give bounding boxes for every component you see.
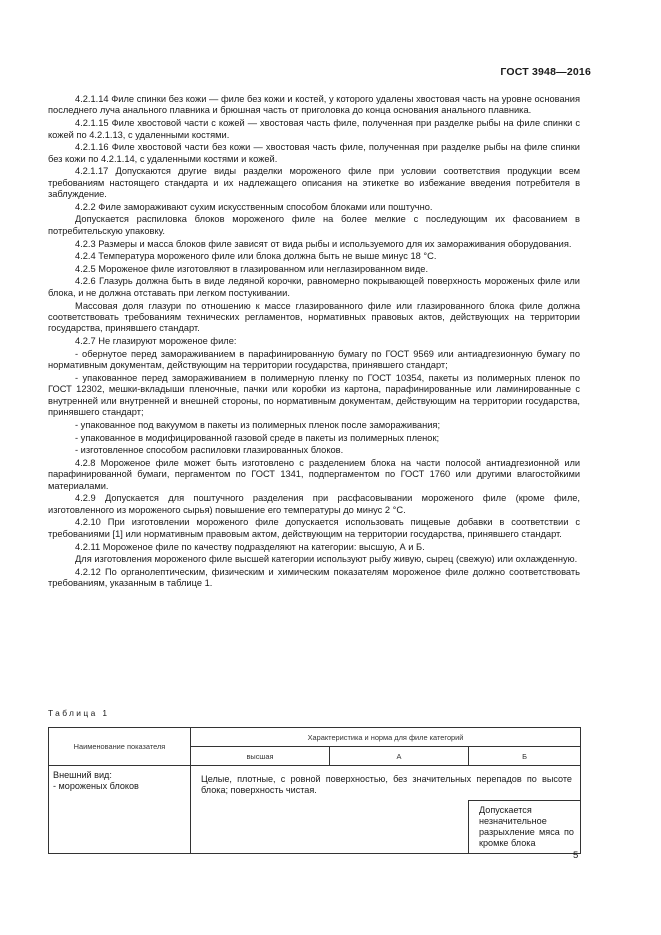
table-cell-empty [191, 801, 469, 854]
table-cell-category-b: Допускается незначительное разрыхление мяса по кромке блока [469, 801, 581, 854]
page-number: 5 [573, 850, 579, 861]
paragraph-4-2-6-note: Массовая доля глазури по отношению к массе глазированного филе или глазированного блока филе должна соответствовать требованиям технических регламентов, нормативных правовых актов, действующих на территории государства, принявшего стандарт. [48, 300, 580, 334]
indicator-sublabel: - мороженых блоков [53, 781, 139, 791]
paragraph-4-2-1-15: 4.2.1.15 Филе хвостовой части с кожей — хвостовая часть филе, полученная при разделке рыбы на филе спинки с кожей по 4.2.1.13, с удаленными костями. [48, 118, 580, 140]
column-header-category-highest: высшая [191, 747, 330, 766]
document-header: ГОСТ 3948—2016 [500, 66, 591, 78]
paragraph-4-2-5: 4.2.5 Мороженое филе изготовляют в глазированном или неглазированном виде. [75, 263, 429, 274]
paragraph-4-2-9: 4.2.9 Допускается для поштучного разделения при расфасовывании мороженого филе (кроме филе, изготовленного из мороженого сырья) повышение его температуры до минус 2 °С. [48, 493, 580, 515]
paragraph-4-2-7: 4.2.7 Не глазируют мороженое филе: [75, 336, 237, 347]
paragraph-4-2-8: 4.2.8 Мороженое филе может быть изготовлено с разделением блока на части полосой антиадгезионной или парафинированной бумаги, пергаментом по ГОСТ 1341, подпергаментом по ГОСТ 1760 или другими влагостойкими материалами. [48, 457, 580, 491]
indicator-label: Внешний вид: [53, 770, 112, 780]
paragraph-4-2-1-17: 4.2.1.17 Допускаются другие виды разделки мороженого филе при условии соответствия продукции всем требованиям настоящего стандарта и их надлежащего описания на этикетке во избежание введения потребителя в заблуждение. [48, 166, 580, 200]
list-item: - обернутое перед замораживанием в парафинированную бумагу по ГОСТ 9569 или антиадгезионную бумагу по нормативным документам, действующим на территории государства, принявшего стандарт; [48, 348, 580, 371]
column-group-header: Характеристика и норма для филе категорий [191, 728, 581, 747]
quality-table [48, 727, 581, 854]
paragraph-4-2-12: 4.2.12 По органолептическим, физическим и химическим показателям мороженое филе должно соответствовать требованиям, указанным в таблице 1. [48, 566, 580, 589]
list-item: - упакованное в модифицированной газовой среде в пакеты из полимерных пленок; [75, 432, 440, 443]
paragraph-4-2-11-note: Для изготовления мороженого филе высшей категории используют рыбу живую, сырец (свежую) или охлажденную. [75, 554, 578, 565]
table-cell-merged: Целые, плотные, с ровной поверхностью, без значительных перепадов по высоте блока; поверхность чистая. [191, 766, 581, 801]
list-item: - упакованное под вакуумом в пакеты из полимерных пленок после замораживания; [75, 419, 441, 430]
list-item: - упакованное перед замораживанием в полимерную пленку по ГОСТ 10354, пакеты из полимерных пленок по ГОСТ 12302, мешки-вкладыши пленочные, пачки или коробки из картона, парафинированные или ламинированные с внутренней или внутренней и внешней стороны, по нормативным документам, действующим на территории государства, принявшего стандарт; [48, 372, 580, 418]
list-item: - изготовленное способом распиловки глазированных блоков. [75, 445, 344, 456]
paragraph-4-2-10: 4.2.10 При изготовлении мороженого филе допускается использовать пищевые добавки в соответствии с требованиями [1] или нормативным правовым актом, действующим на территории государства, принявшего стандарт. [48, 517, 580, 539]
paragraph-4-2-2: 4.2.2 Филе замораживают сухим искусственным способом блоками или поштучно. [75, 201, 433, 212]
paragraph-4-2-6: 4.2.6 Глазурь должна быть в виде ледяной корочки, равномерно покрывающей поверхность мороженых филе или блока, и не должна отставать при легком постукивании. [48, 276, 580, 298]
paragraph-4-2-11: 4.2.11 Мороженое филе по качеству подразделяют на категории: высшую, А и Б. [75, 541, 425, 552]
column-header-indicator: Наименование показателя [49, 728, 191, 766]
table-row-indicator [49, 766, 191, 854]
paragraph-4-2-1-16: 4.2.1.16 Филе хвостовой части без кожи — хвостовая часть филе, полученная при разделке рыбы на филе спинки без кожи по 4.2.1.14, с удаленными костями и кожей. [48, 142, 580, 164]
paragraph-4-2-4: 4.2.4 Температура мороженого филе или блока должна быть не выше минус 18 °С. [75, 251, 437, 262]
paragraph-4-2-3: 4.2.3 Размеры и масса блоков филе зависят от вида рыбы и используемого для их замораживания оборудования. [75, 238, 572, 249]
table-caption: Таблица 1 [48, 708, 110, 718]
column-header-category-a: А [330, 747, 469, 766]
column-header-category-b: Б [469, 747, 581, 766]
paragraph-4-2-1-14: 4.2.1.14 Филе спинки без кожи — филе без кожи и костей, у которого удалены хвостовая часть на уровне основания последнего луча анального плавника и брюшная часть от приголовка до конца основания анального плавника. [48, 94, 580, 116]
paragraph-4-2-2-note: Допускается распиловка блоков мороженого филе на более мелкие с последующим их фасованием в потребительскую упаковку. [48, 214, 580, 236]
document-body [48, 94, 580, 591]
